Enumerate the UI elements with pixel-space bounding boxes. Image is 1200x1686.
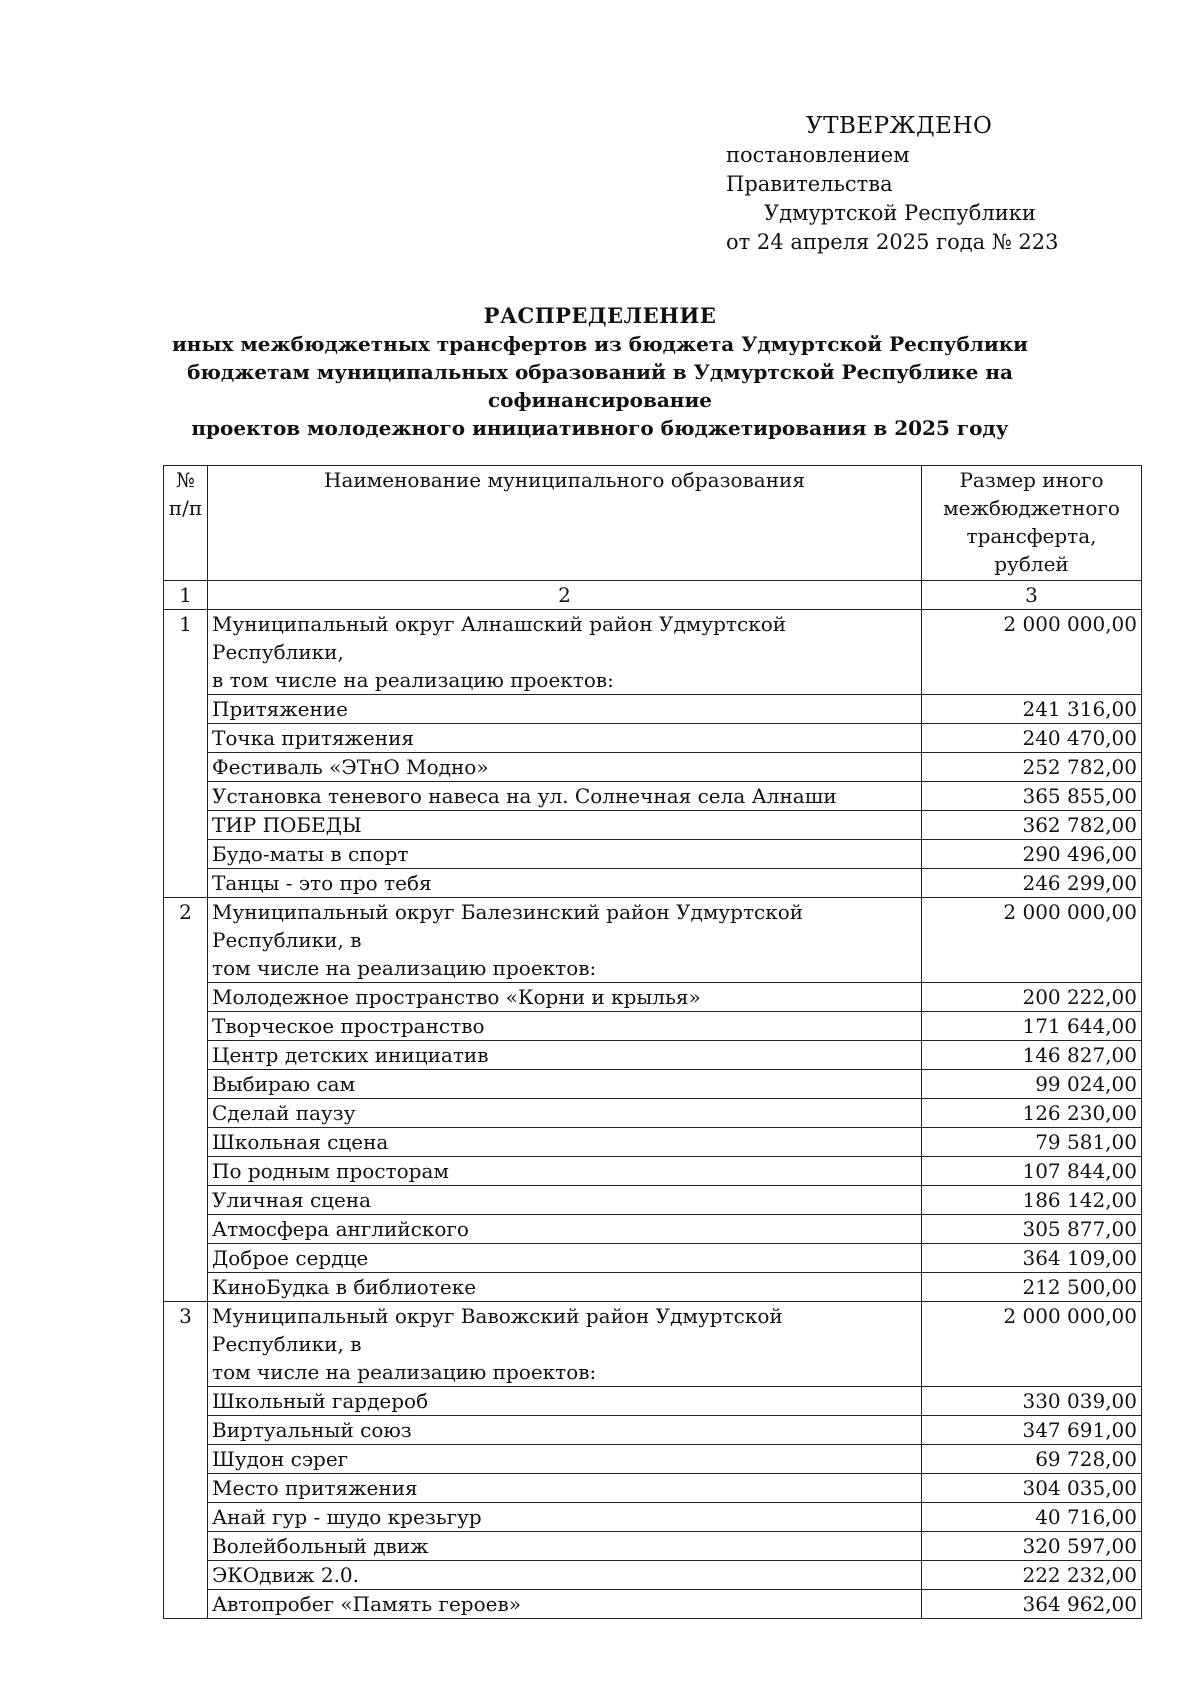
project-amount: 69 728,00 [922, 1445, 1142, 1474]
project-amount: 171 644,00 [922, 1012, 1142, 1041]
header-amount-line: межбюджетного [943, 496, 1120, 520]
project-amount: 40 716,00 [922, 1503, 1142, 1532]
project-name: Школьная сцена [208, 1128, 922, 1157]
project-amount: 304 035,00 [922, 1474, 1142, 1503]
row-index: 1 [164, 610, 208, 898]
project-amount: 290 496,00 [922, 840, 1142, 869]
project-row [164, 1532, 1142, 1561]
project-amount: 186 142,00 [922, 1186, 1142, 1215]
project-name: Творческое пространство [208, 1012, 922, 1041]
project-row [164, 983, 1142, 1012]
document-title: РАСПРЕДЕЛЕНИЕ [483, 303, 717, 328]
project-name: Доброе сердце [208, 1244, 922, 1273]
project-row [164, 1387, 1142, 1416]
project-row [164, 1503, 1142, 1532]
project-row [164, 1273, 1142, 1302]
approval-line: Удмуртской Республики [764, 201, 1036, 225]
municipality-amount: 2 000 000,00 [922, 610, 1142, 695]
project-row [164, 1416, 1142, 1445]
project-name: Уличная сцена [208, 1186, 922, 1215]
approval-date-line: от 24 апреля 2025 года № 223 [726, 230, 1059, 254]
project-row [164, 840, 1142, 869]
project-row [164, 1474, 1142, 1503]
project-amount: 200 222,00 [922, 983, 1142, 1012]
municipality-name [208, 610, 922, 695]
project-row [164, 1012, 1142, 1041]
project-name: Анай гур - шудо крезьгур [208, 1503, 922, 1532]
project-row [164, 782, 1142, 811]
project-amount: 364 962,00 [922, 1590, 1142, 1619]
document-subtitle-line: бюджетам муниципальных образований в Удмуртской Республике на софинансирование [187, 360, 1013, 412]
project-name: Шудон сэрег [208, 1445, 922, 1474]
project-row [164, 753, 1142, 782]
project-name: Место притяжения [208, 1474, 922, 1503]
header-name: Наименование муниципального образования [208, 466, 922, 581]
project-name: Центр детских инициатив [208, 1041, 922, 1070]
project-name: Молодежное пространство «Корни и крылья» [208, 983, 922, 1012]
project-name: Атмосфера английского [208, 1215, 922, 1244]
municipality-name-line: том числе на реализацию проектов: [212, 1360, 597, 1384]
project-amount: 320 597,00 [922, 1532, 1142, 1561]
project-name: Танцы - это про тебя [208, 869, 922, 898]
municipality-amount: 2 000 000,00 [922, 1302, 1142, 1387]
header-number-abbr: п/п [168, 496, 203, 520]
row-index: 2 [164, 898, 208, 1302]
header-amount-line: Размер иного [959, 468, 1104, 492]
approval-line: постановлением Правительства [726, 143, 910, 196]
approval-title: УТВЕРЖДЕНО [806, 113, 993, 139]
municipality-row [164, 898, 1142, 983]
project-row [164, 1445, 1142, 1474]
row-index: 3 [164, 1302, 208, 1619]
header-amount [922, 466, 1142, 581]
project-amount: 362 782,00 [922, 811, 1142, 840]
project-amount: 305 877,00 [922, 1215, 1142, 1244]
project-name: Волейбольный движ [208, 1532, 922, 1561]
project-amount: 240 470,00 [922, 724, 1142, 753]
approval-stamp [700, 112, 1060, 257]
project-name: Виртуальный союз [208, 1416, 922, 1445]
document-subtitle-line: проектов молодежного инициативного бюджетирования в 2025 году [191, 416, 1009, 440]
project-row [164, 1099, 1142, 1128]
project-name: Автопробег «Память героев» [208, 1590, 922, 1619]
project-amount: 212 500,00 [922, 1273, 1142, 1302]
project-name: ТИР ПОБЕДЫ [208, 811, 922, 840]
municipality-row [164, 610, 1142, 695]
project-amount: 241 316,00 [922, 695, 1142, 724]
header-number-symbol: № [176, 468, 195, 492]
column-number: 2 [208, 581, 922, 610]
column-number-row [164, 581, 1142, 610]
project-row [164, 869, 1142, 898]
document-subtitle-line: иных межбюджетных трансфертов из бюджета Удмуртской Республики [171, 332, 1029, 356]
table-body [164, 610, 1142, 1619]
project-amount: 79 581,00 [922, 1128, 1142, 1157]
municipality-row [164, 1302, 1142, 1387]
project-name: ЭКОдвиж 2.0. [208, 1561, 922, 1590]
municipality-name [208, 898, 922, 983]
project-name: КиноБудка в библиотеке [208, 1273, 922, 1302]
project-row [164, 1041, 1142, 1070]
header-amount-line: трансферта, [966, 524, 1097, 548]
municipality-name [208, 1302, 922, 1387]
project-row [164, 1157, 1142, 1186]
project-amount: 364 109,00 [922, 1244, 1142, 1273]
document-heading [150, 302, 1050, 442]
project-name: Выбираю сам [208, 1070, 922, 1099]
project-amount: 252 782,00 [922, 753, 1142, 782]
project-amount: 146 827,00 [922, 1041, 1142, 1070]
project-amount: 222 232,00 [922, 1561, 1142, 1590]
municipality-name-line: Муниципальный округ Вавожский район Удмуртской Республики, в [212, 1304, 783, 1356]
project-amount: 246 299,00 [922, 869, 1142, 898]
project-row [164, 1590, 1142, 1619]
project-name: Сделай паузу [208, 1099, 922, 1128]
municipality-amount: 2 000 000,00 [922, 898, 1142, 983]
municipality-name-line: Муниципальный округ Балезинский район Удмуртской Республики, в [212, 900, 804, 952]
project-amount: 107 844,00 [922, 1157, 1142, 1186]
column-number: 1 [164, 581, 208, 610]
project-name: По родным просторам [208, 1157, 922, 1186]
project-name: Точка притяжения [208, 724, 922, 753]
project-amount: 365 855,00 [922, 782, 1142, 811]
municipality-name-line: в том числе на реализацию проектов: [212, 668, 614, 692]
project-amount: 330 039,00 [922, 1387, 1142, 1416]
project-row [164, 724, 1142, 753]
project-row [164, 811, 1142, 840]
table-header-row [164, 466, 1142, 581]
project-row [164, 1215, 1142, 1244]
header-amount-line: рублей [994, 552, 1069, 576]
project-row [164, 1561, 1142, 1590]
project-row [164, 1244, 1142, 1273]
project-row [164, 695, 1142, 724]
header-number [164, 466, 208, 581]
project-row [164, 1128, 1142, 1157]
distribution-table [163, 465, 1142, 1619]
project-name: Фестиваль «ЭТнО Модно» [208, 753, 922, 782]
project-amount: 99 024,00 [922, 1070, 1142, 1099]
project-name: Установка теневого навеса на ул. Солнечная села Алнаши [208, 782, 922, 811]
project-name: Школьный гардероб [208, 1387, 922, 1416]
project-name: Будо-маты в спорт [208, 840, 922, 869]
project-amount: 347 691,00 [922, 1416, 1142, 1445]
project-row [164, 1070, 1142, 1099]
municipality-name-line: том числе на реализацию проектов: [212, 956, 597, 980]
municipality-name-line: Муниципальный округ Алнашский район Удмуртской Республики, [212, 612, 787, 664]
project-row [164, 1186, 1142, 1215]
column-number: 3 [922, 581, 1142, 610]
project-name: Притяжение [208, 695, 922, 724]
project-amount: 126 230,00 [922, 1099, 1142, 1128]
